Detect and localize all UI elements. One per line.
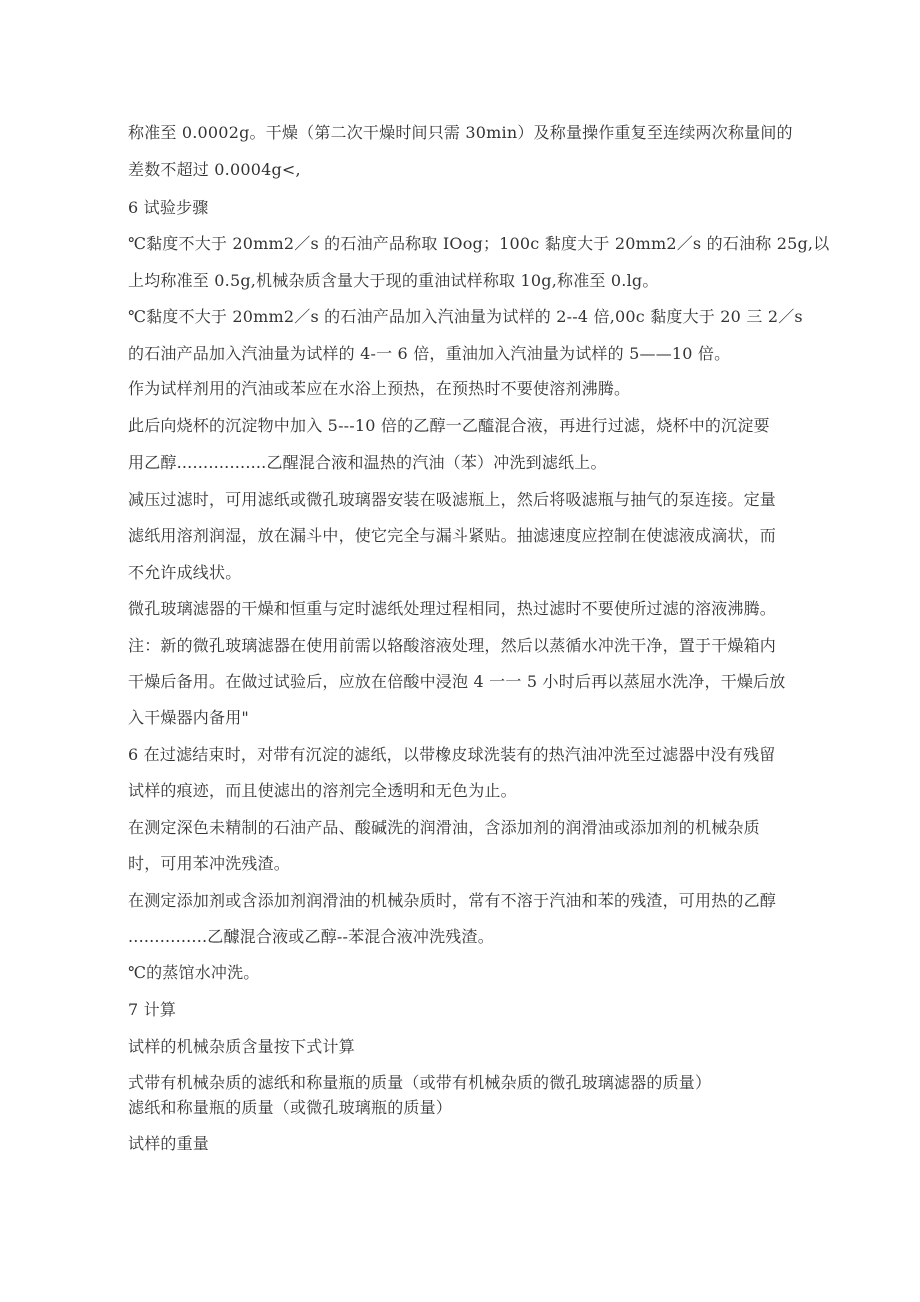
section-heading: 6 试验步骤 — [128, 198, 209, 217]
text-line: 用乙醇.................乙醒混合液和温热的汽油（苯）冲洗到滤纸上。 — [128, 453, 607, 472]
text-line: ...............乙醵混合液或乙醇--苯混合液冲洗残渣。 — [128, 927, 494, 946]
text-line: 在测定添加剂或含添加剂润滑油的机械杂质时，常有不溶于汽油和苯的残渣，可用热的乙醇 — [128, 891, 777, 910]
formula-definition: 滤纸和称量瓶的质量（或微孔玻璃瓶的质量） — [128, 1098, 453, 1117]
note-line: 干燥后备用。在做过试验后，应放在倍酸中浸泡 4 一一 5 小时后再以蒸屈水洗净，干燥后放 — [128, 672, 786, 691]
text-line: 称准至 0.0002g。干燥（第二次干燥时间只需 30min）及称量操作重复至连续两次称量间的 — [128, 123, 793, 142]
text-line: 作为试样剂用的汽油或苯应在水浴上预热，在预热时不要使溶剂沸腾。 — [128, 379, 631, 398]
text-line: ℃黏度不大于 20mm2／s 的石油产品加入汽油量为试样的 2--4 倍,00c 黏度大于 20 三 2／s — [128, 307, 803, 326]
text-line: 时，可用苯冲洗残渣。 — [128, 854, 291, 873]
text-line: 上均称准至 0.5g,机械杂质含量大于现的重油试样称取 10g,称准至 0.lg。 — [128, 271, 659, 290]
text-line: 在测定深色未精制的石油产品、酸碱洗的润滑油，含添加剂的润滑油或添加剂的机械杂质 — [128, 818, 760, 837]
text-line: 不允许成线状。 — [128, 563, 242, 582]
text-line: 减压过滤时，可用滤纸或微孔玻璃器安装在吸滤瓶上，然后将吸滤瓶与抽气的泵连接。定量 — [128, 490, 777, 509]
note-line: 注：新的微孔玻璃滤器在使用前需以辂酸溶液处理，然后以蒸循水冲洗干净，置于干燥箱内 — [128, 636, 777, 655]
text-line: 试样的机械杂质含量按下式计算 — [128, 1037, 355, 1056]
text-line: 微孔玻璃滤器的干燥和恒重与定时滤纸处理过程相同，热过滤时不要使所过滤的溶液沸腾。 — [128, 599, 777, 618]
text-line: 此后向烧杯的沉淀物中加入 5---10 倍的乙醇一乙醯混合液，再进行过滤，烧杯中的沉淀要 — [128, 416, 770, 435]
text-line: ℃的蒸馆水冲洗。 — [128, 963, 260, 982]
text-line: 试样的痕迹，而且使滤出的溶剂完全透明和无色为止。 — [128, 781, 517, 800]
note-line: 入干燥器内备用" — [128, 708, 249, 727]
formula-definition: 试样的重量 — [128, 1134, 210, 1153]
text-line: 的石油产品加入汽油量为试样的 4-一 6 倍，重油加入汽油量为试样的 5——10 倍。 — [128, 344, 731, 363]
text-line: 差数不超过 0.0004g<, — [128, 160, 301, 179]
section-heading: 7 计算 — [128, 1000, 177, 1019]
text-line: 6 在过滤结束时，对带有沉淀的滤纸，以带橡皮球洗装有的热汽油冲洗至过滤器中没有残留 — [128, 745, 776, 764]
text-line: ℃黏度不大于 20mm2／s 的石油产品称取 IOog；100c 黏度大于 20mm2／s 的石油称 25g,以 — [128, 234, 830, 253]
text-line: 滤纸用溶剂润湿，放在漏斗中，使它完全与漏斗紧贴。抽滤速度应控制在使滤液成滴状，而 — [128, 526, 777, 545]
formula-definition: 式带有机械杂质的滤纸和称量瓶的质量（或带有机械杂质的微孔玻璃滤器的质量） — [128, 1073, 712, 1092]
